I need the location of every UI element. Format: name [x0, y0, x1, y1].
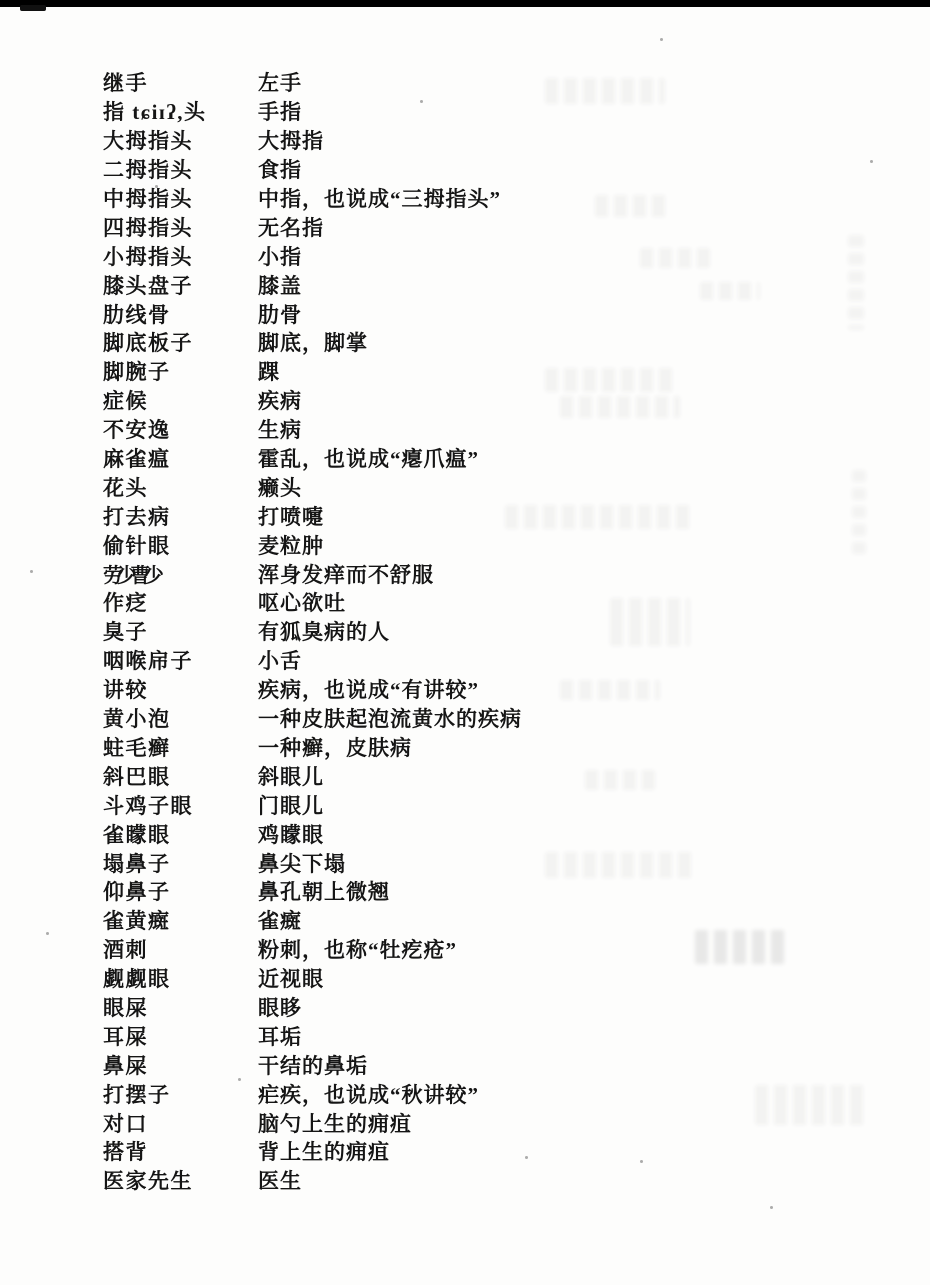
standard-definition: 背上生的痈疽 [258, 1140, 390, 1165]
dialect-term: 蛀毛癣 [103, 735, 171, 760]
dialect-term: 二拇指头 [103, 158, 193, 183]
scan-edge-artifact-nub [20, 5, 46, 11]
glossary-row [0, 732, 930, 761]
standard-definition: 干结的鼻垢 [258, 1053, 368, 1078]
scan-speck [640, 1160, 643, 1163]
dialect-term: 咽喉帍子 [103, 649, 193, 674]
dialect-term: 雀黄癍 [103, 909, 171, 934]
dialect-term: 麻雀瘟 [103, 447, 171, 472]
standard-definition: 门眼儿 [258, 793, 324, 818]
standard-definition: 霍乱，也说成“瘪爪瘟” [258, 447, 479, 472]
standard-definition: 生病 [258, 418, 302, 443]
bleed-through-artifact [755, 1085, 865, 1125]
standard-definition: 一种癣，皮肤病 [258, 735, 412, 760]
glossary-row [0, 126, 930, 155]
glossary-row [0, 617, 930, 646]
dialect-term: 不安逸 [103, 418, 171, 443]
glossary-row [0, 444, 930, 473]
glossary-row [0, 646, 930, 675]
dialect-term: 仰鼻子 [103, 880, 171, 905]
bleed-through-artifact [545, 368, 675, 392]
standard-definition: 鼻孔朝上微翘 [258, 880, 390, 905]
scan-speck [30, 570, 33, 573]
scan-speck [330, 1100, 333, 1103]
bleed-through-artifact [545, 78, 665, 104]
dialect-term: 搭背 [103, 1140, 148, 1165]
dialect-term: 小拇指头 [103, 244, 193, 269]
dialect-term: 作疺 [103, 591, 148, 616]
dialect-term: 觑觑眼 [103, 967, 171, 992]
standard-definition: 疾病，也说成“有讲较” [258, 678, 479, 703]
glossary-row [0, 270, 930, 299]
glossary-row [0, 328, 930, 357]
dialect-term: 偷针眼 [103, 533, 171, 558]
dialect-term: 花头 [103, 475, 148, 500]
dialect-term: 打去病 [103, 504, 171, 529]
dialect-term: 中拇指头 [103, 187, 193, 212]
glossary-list [0, 68, 930, 1195]
scan-speck [238, 1078, 241, 1081]
standard-definition: 无名指 [258, 215, 324, 240]
glossary-row [0, 184, 930, 213]
standard-definition: 耳垢 [258, 1024, 302, 1049]
dialect-term: 对口 [103, 1111, 148, 1136]
standard-definition: 脚底，脚掌 [258, 331, 368, 356]
scan-speck [155, 185, 158, 188]
bleed-through-artifact [505, 505, 695, 529]
bleed-through-artifact [585, 770, 655, 790]
dialect-term: 脚底板子 [103, 331, 193, 356]
glossary-row [0, 1166, 930, 1195]
bleed-through-artifact [545, 852, 695, 878]
bleed-through-artifact [695, 930, 790, 964]
bleed-through-artifact [848, 235, 864, 330]
scan-speck [420, 100, 423, 103]
standard-definition: 小舌 [258, 649, 302, 674]
scan-speck [870, 160, 873, 163]
glossary-row [0, 530, 930, 559]
bleed-through-artifact [610, 598, 690, 646]
dialect-term: 斜巴眼 [103, 764, 171, 789]
standard-definition: 中指，也说成“三拇指头” [258, 187, 501, 212]
dialect-term: 斗鸡子眼 [103, 793, 193, 818]
glossary-row [0, 993, 930, 1022]
standard-definition: 疟疾，也说成“秋讲较” [258, 1082, 479, 1107]
bleed-through-artifact [560, 396, 680, 418]
standard-definition: 粉刺，也称“牡疙疮” [258, 938, 457, 963]
dialect-term: 耳屎 [103, 1024, 148, 1049]
scan-edge-artifact [0, 0, 930, 7]
standard-definition: 鸡矇眼 [258, 822, 324, 847]
standard-definition: 麦粒肿 [258, 533, 324, 558]
standard-definition: 手指 [258, 100, 302, 125]
glossary-row [0, 241, 930, 270]
standard-definition: 膝盖 [258, 273, 302, 298]
standard-definition: 雀癍 [258, 909, 302, 934]
standard-definition: 食指 [258, 158, 302, 183]
glossary-row [0, 68, 930, 97]
dialect-term: 肋线骨 [103, 302, 171, 327]
dialect-term: 劳少曹少 [103, 565, 158, 588]
glossary-row [0, 97, 930, 126]
glossary-row [0, 848, 930, 877]
glossary-row [0, 1050, 930, 1079]
glossary-row [0, 790, 930, 819]
glossary-row [0, 501, 930, 530]
dialect-term: 医家先生 [103, 1169, 193, 1194]
glossary-row [0, 906, 930, 935]
glossary-row [0, 1137, 930, 1166]
scan-speck [770, 1206, 773, 1209]
bleed-through-artifact [595, 195, 670, 217]
dialect-term: 讲较 [103, 678, 148, 703]
glossary-row [0, 299, 930, 328]
glossary-row [0, 704, 930, 733]
standard-definition: 疾病 [258, 389, 302, 414]
glossary-row [0, 675, 930, 704]
dialect-term: 塌鼻子 [103, 851, 171, 876]
standard-definition: 眼眵 [258, 995, 302, 1020]
standard-definition: 大拇指 [258, 129, 324, 154]
glossary-row [0, 415, 930, 444]
glossary-row [0, 357, 930, 386]
dialect-term: 眼屎 [103, 995, 148, 1020]
dialect-term: 黄小泡 [103, 707, 171, 732]
standard-definition: 斜眼儿 [258, 764, 324, 789]
bleed-through-artifact [852, 470, 866, 560]
dialect-term: 酒刺 [103, 938, 148, 963]
scan-speck [46, 932, 49, 935]
bleed-through-artifact [560, 680, 660, 700]
glossary-row [0, 1021, 930, 1050]
glossary-row [0, 386, 930, 415]
bleed-through-artifact [700, 282, 760, 300]
standard-definition: 脑勺上生的痈疽 [258, 1111, 412, 1136]
scan-speck [525, 1156, 528, 1159]
standard-definition: 有狐臭病的人 [258, 620, 390, 645]
standard-definition: 踝 [258, 360, 280, 385]
standard-definition: 打喷嚏 [258, 504, 324, 529]
dialect-term: 臭子 [103, 620, 148, 645]
glossary-row [0, 877, 930, 906]
dialect-term: 指 tɕiɪʔ,头 [103, 100, 207, 125]
glossary-row [0, 155, 930, 184]
standard-definition: 癞头 [258, 475, 302, 500]
dialect-term: 打摆子 [103, 1082, 171, 1107]
glossary-row [0, 761, 930, 790]
dialect-term: 脚腕子 [103, 360, 171, 385]
scan-speck [660, 38, 663, 41]
glossary-row [0, 212, 930, 241]
glossary-row [0, 559, 930, 588]
dialect-term: 继手 [103, 71, 148, 96]
dialect-term: 症候 [103, 389, 148, 414]
glossary-row [0, 935, 930, 964]
glossary-row [0, 819, 930, 848]
standard-definition: 小指 [258, 244, 302, 269]
glossary-row [0, 472, 930, 501]
standard-definition: 一种皮肤起泡流黄水的疾病 [258, 707, 522, 732]
standard-definition: 肋骨 [258, 302, 302, 327]
dialect-term: 雀矇眼 [103, 822, 171, 847]
dialect-term: 膝头盘子 [103, 273, 193, 298]
dialect-term: 四拇指头 [103, 215, 193, 240]
standard-definition: 左手 [258, 71, 302, 96]
glossary-row [0, 588, 930, 617]
glossary-row [0, 964, 930, 993]
dialect-term: 大拇指头 [103, 129, 193, 154]
dialect-term: 鼻屎 [103, 1053, 148, 1078]
standard-definition: 近视眼 [258, 967, 324, 992]
standard-definition: 浑身发痒而不舒服 [258, 562, 434, 587]
standard-definition: 呕心欲吐 [258, 591, 346, 616]
standard-definition: 鼻尖下塌 [258, 851, 346, 876]
bleed-through-artifact [640, 248, 710, 268]
standard-definition: 医生 [258, 1169, 302, 1194]
